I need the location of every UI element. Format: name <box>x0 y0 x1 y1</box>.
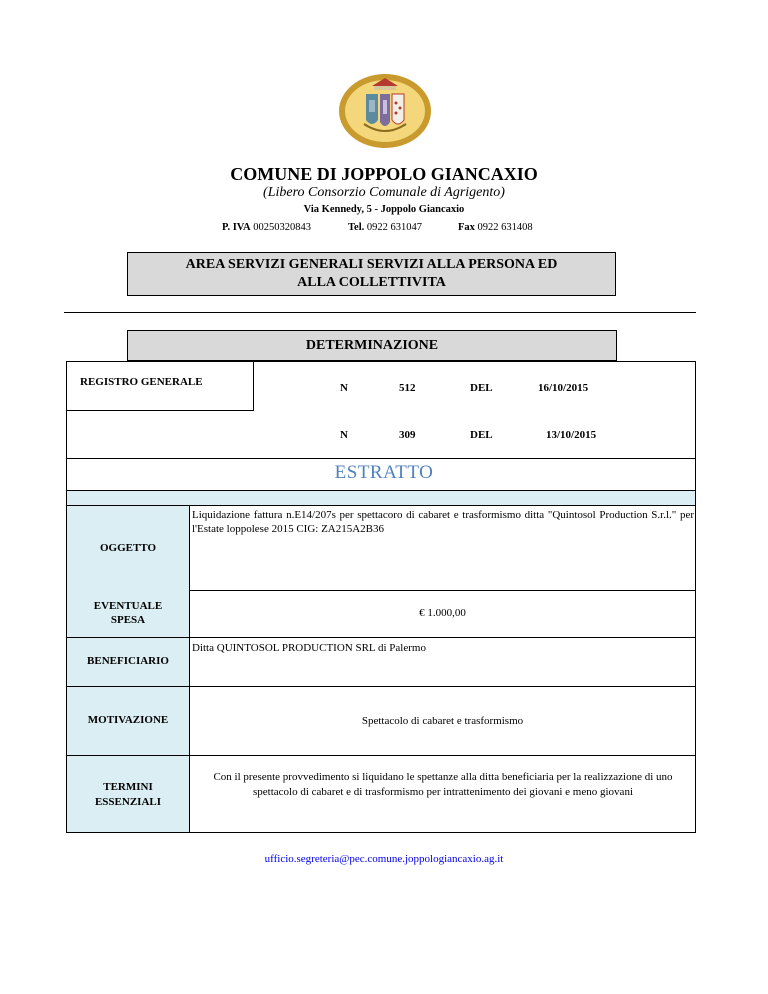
oggetto-label: OGGETTO <box>99 542 157 554</box>
table-border <box>695 361 696 833</box>
beneficiario-value: Ditta QUINTOSOL PRODUCTION SRL di Palermo <box>192 642 426 654</box>
area-heading-line2: ALLA COLLETTIVITA <box>297 275 446 290</box>
area-heading-line1: AREA SERVIZI GENERALI SERVIZI ALLA PERSONA ED <box>185 257 558 272</box>
determinazione-heading: DETERMINAZIONE <box>127 330 617 361</box>
tel-field: Tel. 0922 631047 <box>348 222 422 233</box>
divider <box>64 312 696 313</box>
piva-field: P. IVA 00250320843 <box>222 222 311 233</box>
estratto-band <box>67 491 695 505</box>
table-border <box>66 755 696 756</box>
termini-value: Con il presente provvedimento si liquidano le spettanze alla ditta beneficiaria per la realizzazione di uno spettacolo di cabaret e di trasformismo per intrattenimento dei giovani e meno giovani <box>213 771 673 798</box>
table-border <box>66 637 696 638</box>
address-line: Via Kennedy, 5 - Joppolo Giancaxio <box>303 204 465 215</box>
table-border <box>189 505 190 833</box>
table-border <box>253 361 254 410</box>
del-label-2: DEL <box>470 429 493 441</box>
beneficiario-label: BENEFICIARIO <box>87 655 169 667</box>
municipality-title: COMUNE DI JOPPOLO GIANCAXIO <box>230 164 538 184</box>
date-2: 13/10/2015 <box>546 429 597 441</box>
n-label-2: N <box>340 429 348 441</box>
table-border <box>66 410 254 411</box>
table-border <box>66 458 696 459</box>
spesa-label: EVENTUALE SPESA <box>93 600 163 626</box>
spesa-value: € 1.000,00 <box>419 607 466 619</box>
municipal-crest-logo <box>336 72 434 150</box>
termini-label: TERMINI ESSENZIALI <box>94 781 162 808</box>
motivazione-value: Spettacolo di cabaret e trasformismo <box>361 715 524 727</box>
n-value-2: 309 <box>399 429 416 441</box>
email-link[interactable]: ufficio.segreteria@pec.comune.joppologiancaxio.ag.it <box>264 853 504 865</box>
table-border <box>66 686 696 687</box>
n-value-1: 512 <box>399 382 416 394</box>
table-border <box>189 590 696 591</box>
table-border <box>66 361 696 362</box>
oggetto-text: Liquidazione fattura n.E14/207s per spettacoro di cabaret e trasformismo ditta "Quintosol Production S.r.l." per l'Estate loppolese 2015 CIG: ZA215A2B36 <box>192 509 694 535</box>
date-1: 16/10/2015 <box>538 382 589 394</box>
table-border <box>66 832 696 833</box>
consortium-subtitle: (Libero Consorzio Comunale di Agrigento) <box>263 185 505 200</box>
n-label-1: N <box>340 382 348 394</box>
motivazione-label: MOTIVAZIONE <box>87 714 169 726</box>
del-label-1: DEL <box>470 382 493 394</box>
registro-generale-label: REGISTRO GENERALE <box>80 376 203 388</box>
area-heading-box <box>127 252 616 296</box>
fax-field: Fax 0922 631408 <box>458 222 533 233</box>
estratto-heading: ESTRATTO <box>334 462 434 483</box>
